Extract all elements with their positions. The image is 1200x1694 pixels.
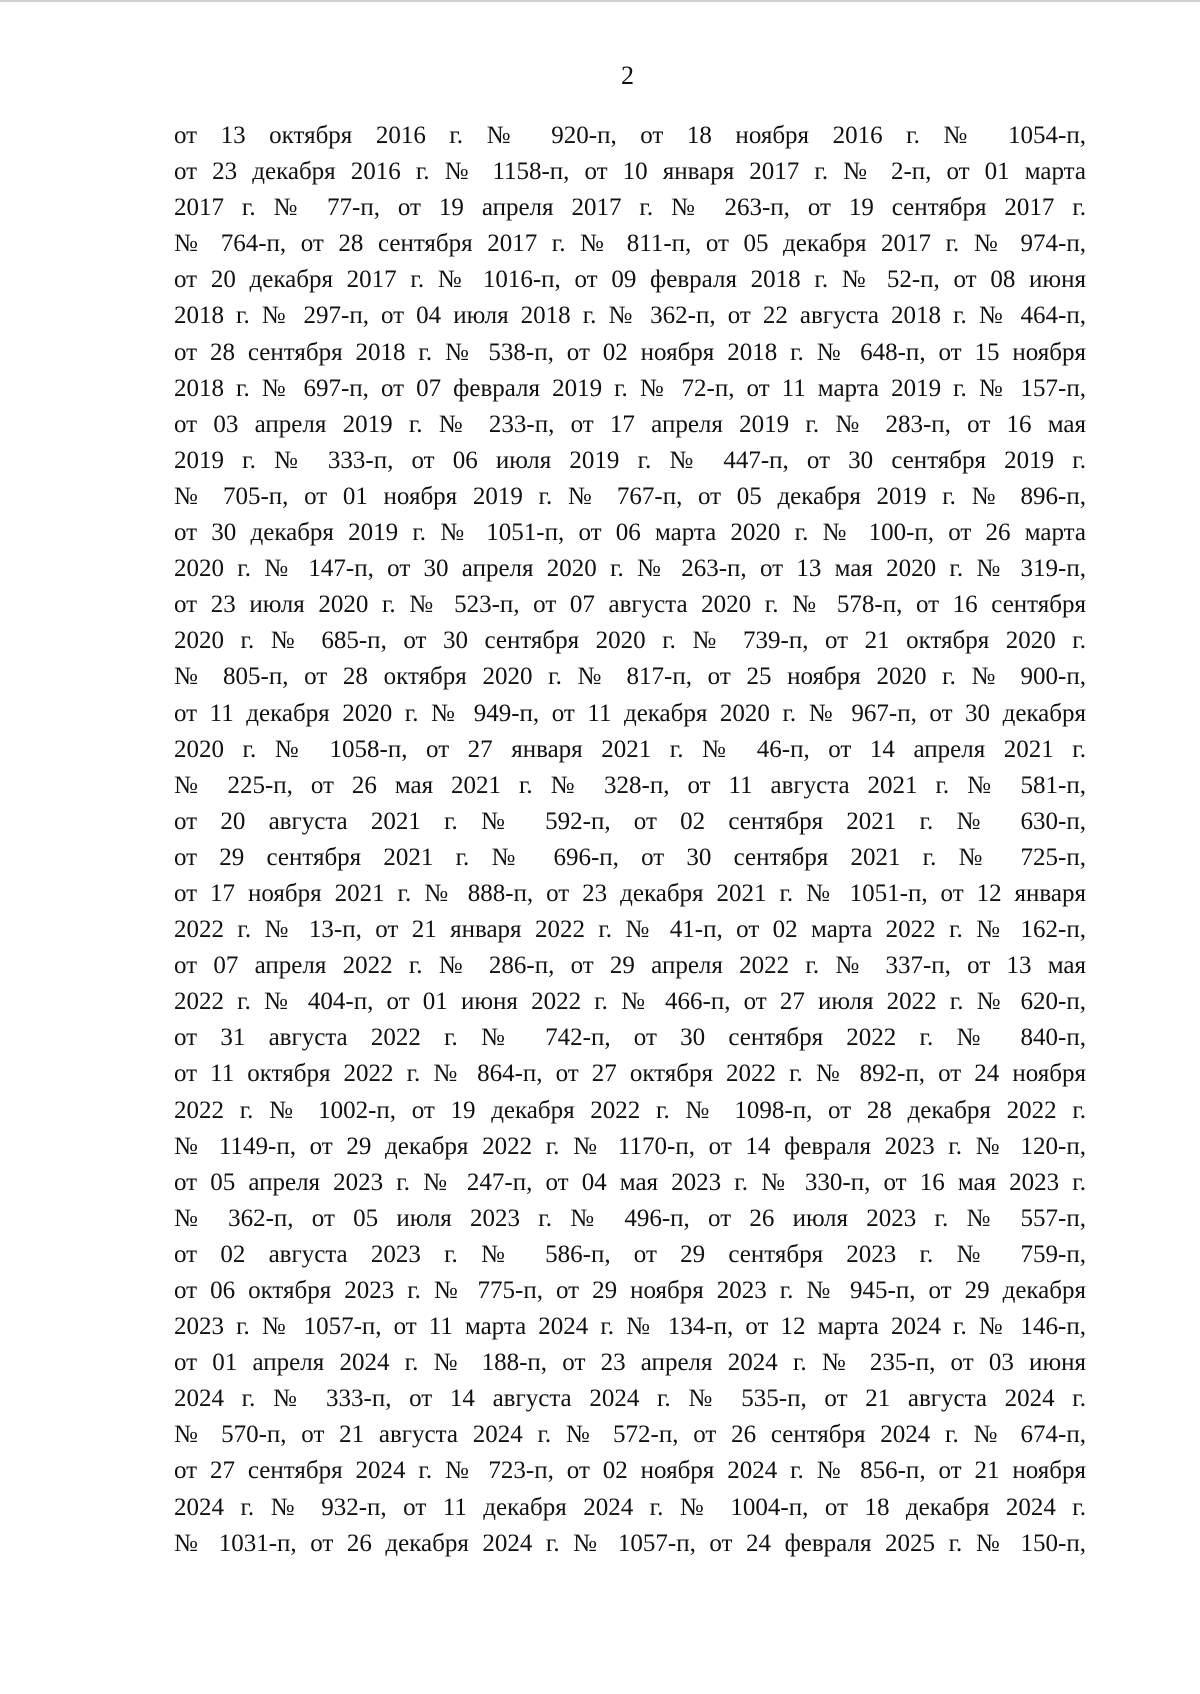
text-line: 2018 г. № 697-п, от 07 февраля 2019 г. № 72-п, от 11 марта 2019 г. № 157-п,: [174, 374, 1086, 402]
text-line: от 27 сентября 2024 г. № 723-п, от 02 ноября 2024 г. № 856-п, от 21 ноября: [174, 1457, 1086, 1485]
text-line: от 13 октября 2016 г. № 920-п, от 18 ноября 2016 г. № 1054-п,: [174, 122, 1086, 149]
text-line: 2018 г. № 297-п, от 04 июля 2018 г. № 362-п, от 22 августа 2018 г. № 464-п,: [174, 302, 1086, 330]
text-line: № 1031-п, от 26 декабря 2024 г. № 1057-п, от 24 февраля 2025 г. № 150-п,: [174, 1529, 1086, 1557]
text-line: 2024 г. № 333-п, от 14 августа 2024 г. № 535-п, от 21 августа 2024 г.: [174, 1385, 1086, 1413]
text-line: № 225-п, от 26 мая 2021 г. № 328-п, от 11 августа 2021 г. № 581-п,: [174, 771, 1086, 799]
text-line: от 11 декабря 2020 г. № 949-п, от 11 декабря 2020 г. № 967-п, от 30 декабря: [174, 699, 1086, 727]
text-line: от 28 сентября 2018 г. № 538-п, от 02 ноября 2018 г. № 648-п, от 15 ноября: [174, 338, 1086, 366]
text-line: от 23 декабря 2016 г. № 1158-п, от 10 января 2017 г. № 2-п, от 01 марта: [174, 158, 1086, 186]
text-line: от 02 августа 2023 г. № 586-п, от 29 сентября 2023 г. № 759-п,: [174, 1240, 1086, 1268]
text-line: от 20 августа 2021 г. № 592-п, от 02 сентября 2021 г. № 630-п,: [174, 807, 1086, 835]
text-line: 2022 г. № 1002-п, от 19 декабря 2022 г. № 1098-п, от 28 декабря 2022 г.: [174, 1096, 1086, 1124]
text-line: 2023 г. № 1057-п, от 11 марта 2024 г. № 134-п, от 12 марта 2024 г. № 146-п,: [174, 1313, 1086, 1341]
text-line: 2017 г. № 77-п, от 19 апреля 2017 г. № 263-п, от 19 сентября 2017 г.: [174, 194, 1086, 222]
text-line: № 805-п, от 28 октября 2020 г. № 817-п, от 25 ноября 2020 г. № 900-п,: [174, 663, 1086, 691]
text-line: от 07 апреля 2022 г. № 286-п, от 29 апреля 2022 г. № 337-п, от 13 мая: [174, 952, 1086, 980]
text-line: от 23 июля 2020 г. № 523-п, от 07 августа 2020 г. № 578-п, от 16 сентября: [174, 591, 1086, 619]
text-line: от 17 ноября 2021 г. № 888-п, от 23 декабря 2021 г. № 1051-п, от 12 января: [174, 879, 1086, 907]
text-line: от 29 сентября 2021 г. № 696-п, от 30 сентября 2021 г. № 725-п,: [174, 843, 1086, 871]
body-text: [174, 118, 1086, 1562]
text-line: от 03 апреля 2019 г. № 233-п, от 17 апреля 2019 г. № 283-п, от 16 мая: [174, 410, 1086, 438]
text-line: 2022 г. № 404-п, от 01 июня 2022 г. № 466-п, от 27 июля 2022 г. № 620-п,: [174, 988, 1086, 1016]
text-line: № 362-п, от 05 июля 2023 г. № 496-п, от 26 июля 2023 г. № 557-п,: [174, 1204, 1086, 1232]
page-top-edge: [0, 0, 1200, 2]
text-line: 2022 г. № 13-п, от 21 января 2022 г. № 41-п, от 02 марта 2022 г. № 162-п,: [174, 916, 1086, 944]
text-line: 2019 г. № 333-п, от 06 июля 2019 г. № 447-п, от 30 сентября 2019 г.: [174, 446, 1086, 474]
text-line: от 01 апреля 2024 г. № 188-п, от 23 апреля 2024 г. № 235-п, от 03 июня: [174, 1349, 1086, 1377]
text-line: № 764-п, от 28 сентября 2017 г. № 811-п, от 05 декабря 2017 г. № 974-п,: [174, 230, 1086, 258]
text-line: № 570-п, от 21 августа 2024 г. № 572-п, от 26 сентября 2024 г. № 674-п,: [174, 1421, 1086, 1449]
text-line: 2020 г. № 1058-п, от 27 января 2021 г. № 46-п, от 14 апреля 2021 г.: [174, 735, 1086, 763]
text-line: 2024 г. № 932-п, от 11 декабря 2024 г. № 1004-п, от 18 декабря 2024 г.: [174, 1493, 1086, 1521]
text-line: от 06 октября 2023 г. № 775-п, от 29 ноября 2023 г. № 945-п, от 29 декабря: [174, 1277, 1086, 1304]
text-line: от 20 декабря 2017 г. № 1016-п, от 09 февраля 2018 г. № 52-п, от 08 июня: [174, 266, 1086, 294]
text-line: № 1149-п, от 29 декабря 2022 г. № 1170-п, от 14 февраля 2023 г. № 120-п,: [174, 1132, 1086, 1160]
text-line: № 705-п, от 01 ноября 2019 г. № 767-п, от 05 декабря 2019 г. № 896-п,: [174, 482, 1086, 510]
text-line: от 11 октября 2022 г. № 864-п, от 27 октября 2022 г. № 892-п, от 24 ноября: [174, 1060, 1086, 1088]
page-number: 2: [621, 61, 634, 90]
text-line: от 30 декабря 2019 г. № 1051-п, от 06 марта 2020 г. № 100-п, от 26 марта: [174, 519, 1086, 547]
text-line: от 05 апреля 2023 г. № 247-п, от 04 мая 2023 г. № 330-п, от 16 мая 2023 г.: [174, 1168, 1086, 1196]
text-line: 2020 г. № 685-п, от 30 сентября 2020 г. № 739-п, от 21 октября 2020 г.: [174, 627, 1086, 655]
text-line: 2020 г. № 147-п, от 30 апреля 2020 г. № 263-п, от 13 мая 2020 г. № 319-п,: [174, 555, 1086, 583]
text-line: от 31 августа 2022 г. № 742-п, от 30 сентября 2022 г. № 840-п,: [174, 1024, 1086, 1052]
